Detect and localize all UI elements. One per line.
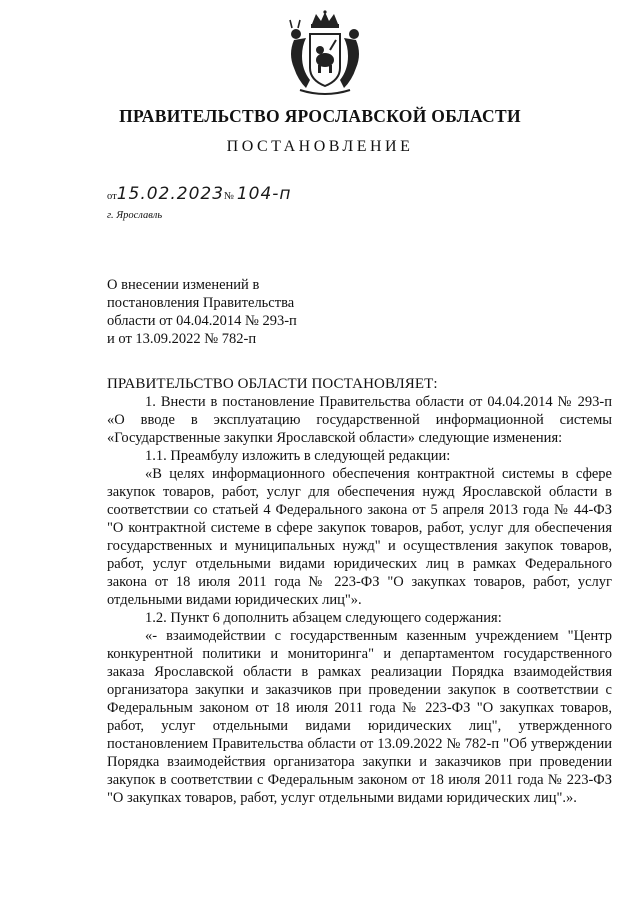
document-number: 104-п	[236, 184, 292, 204]
subject-block	[107, 276, 297, 348]
city: г. Ярославль	[107, 210, 163, 221]
paragraph: «В целях информационного обеспечения контрактной системы в сфере закупок товаров, работ, услуг для обеспечения нужд Ярославской области в соответствии со статьей 4 Федерального закона от 5 апреля 2013 года № 44-ФЗ "О контрактной системе в сфере закупок товаров, работ, услуг для обеспечения государственных и муниципальных нужд" и осуществления закупок товаров, работ, услуг отдельными видами юридических лиц в рамках Федерального закона от 18 июля 2011 года № 223-ФЗ "О закупках товаров, работ, услуг отдельными видами юридических лиц"».	[107, 466, 612, 608]
resolve-heading: ПРАВИТЕЛЬСТВО ОБЛАСТИ ПОСТАНОВЛЯЕТ:	[107, 376, 438, 392]
paragraph: 1.1. Преамбулу изложить в следующей редакции:	[145, 448, 451, 464]
paragraph: 1.2. Пункт 6 дополнить абзацем следующего содержания:	[145, 610, 502, 626]
subject-line: и от 13.09.2022 № 782-п	[107, 331, 257, 347]
date-number-line	[107, 184, 292, 204]
number-prefix: №	[224, 191, 235, 202]
paragraph: «- взаимодействии с государственным казенным учреждением "Центр конкурентной политики и мониторинга" и департаментом государственного заказа Ярославской области в рамках реализации Порядка взаимодействия организатора закупки и заказчиков при проведении закупок в соответствии с Федеральным законом от 18 июля 2011 года № 223-ФЗ "О закупках товаров, работ, услуг отдельными видами юридических лиц", утвержденного постановлением Правительства области от 13.09.2022 № 782-п "Об утверждении Порядка взаимодействия организатора закупки и заказчиков при проведении закупок в соответствии с Федеральным законом от 18 июля 2011 года № 223-ФЗ "О закупках товаров, работ, услуг отдельными видами юридических лиц".».	[107, 628, 612, 806]
subject-line: постановления Правительства	[107, 295, 295, 311]
government-title: ПРАВИТЕЛЬСТВО ЯРОСЛАВСКОЙ ОБЛАСТИ	[119, 106, 521, 126]
document-type: ПОСТАНОВЛЕНИЕ	[226, 138, 414, 155]
coat-of-arms-emblem	[280, 10, 370, 100]
date-prefix: от	[107, 191, 117, 202]
subject-line: области от 04.04.2014 № 293-п	[107, 313, 297, 329]
document-body	[107, 393, 612, 807]
subject-line: О внесении изменений в	[107, 277, 260, 293]
paragraph: 1. Внести в постановление Правительства области от 04.04.2014 № 293-п «О вводе в эксплуатацию государственной информационной системы «Государственные закупки Ярославской области» следующие изменения:	[107, 394, 612, 446]
document-date: 15.02.2023	[116, 184, 225, 204]
